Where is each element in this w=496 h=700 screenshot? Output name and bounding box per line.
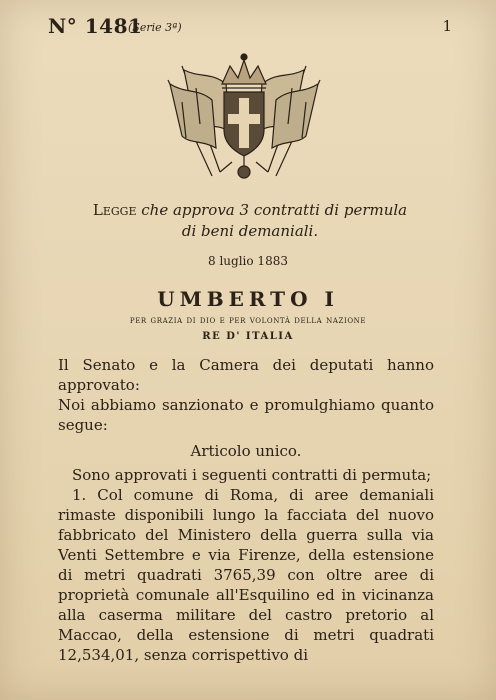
paragraph-sanction: Noi abbiamo sanzionato e promulghiamo quanto segue:	[58, 396, 434, 434]
king-title: RE D' ITALIA	[202, 331, 294, 342]
article-heading: Articolo unico.	[190, 442, 302, 460]
law-date: 8 luglio 1883	[208, 254, 288, 268]
title-line2: di beni demaniali.	[181, 222, 319, 240]
law-body	[58, 355, 434, 665]
grace-formula: per grazia di dio e per volontà della nazione	[129, 315, 367, 326]
page-number: 1	[442, 17, 452, 35]
page-header	[48, 14, 452, 38]
paragraph-senate: Il Senato e la Camera dei deputati hanno approvato:	[58, 356, 434, 394]
article-intro: Sono approvati i seguenti contratti di permuta;	[72, 466, 432, 484]
article-item-1: 1. Col comune di Roma, di aree demaniali rimaste disponibili lungo la facciata del nuovo fabbricato del Ministero della guerra sulla via Venti Settembre e via Firenze, della estensione di metri quadrati 3765,39 con oltre aree di proprietà comunale all'Esquilino ed in vicinanza alla caserma militare del castro pretorio al Maccao, della estensione di metri quadrati 12,534,01, senza corrispettivo di	[58, 486, 434, 664]
law-title	[60, 200, 440, 242]
royal-coat-of-arms-icon	[160, 44, 328, 184]
law-number: N° 1481	[48, 14, 143, 38]
king-name: UMBERTO I	[157, 287, 339, 311]
title-rest: che approva 3 contratti di permula	[141, 201, 408, 219]
title-lead: Legge	[92, 201, 137, 219]
series-label: (Serie 3ª)	[128, 21, 182, 34]
